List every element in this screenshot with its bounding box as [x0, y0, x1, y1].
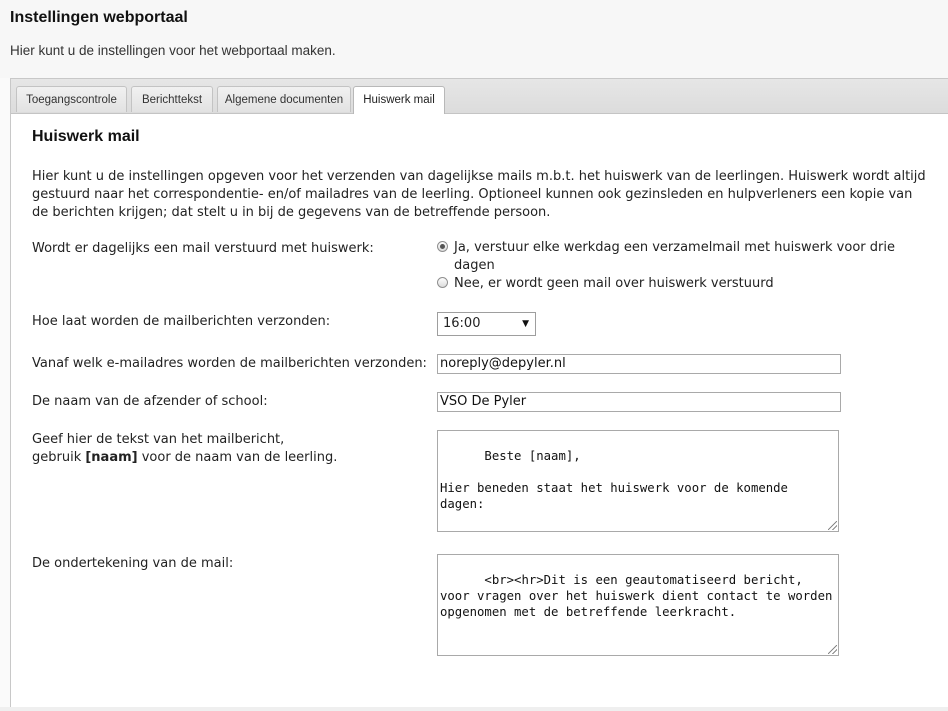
- daily-mail-radio-group: [437, 239, 917, 293]
- radio-no-label[interactable]: Nee, er wordt geen mail over huiswerk verstuurd: [454, 276, 774, 291]
- page-title: Instellingen webportaal: [10, 9, 188, 26]
- mail-text-label-placeholder: [naam]: [85, 450, 138, 465]
- bottom-edge: [0, 707, 948, 711]
- send-time-value: 16:00: [443, 316, 481, 331]
- daily-mail-label: Wordt er dagelijks een mail verstuurd met huiswerk:: [32, 241, 374, 256]
- resize-grip-icon[interactable]: [828, 521, 837, 530]
- sender-name-label: De naam van de afzender of school:: [32, 394, 268, 409]
- mail-text-label: [32, 431, 337, 467]
- radio-option-no[interactable]: [437, 275, 917, 293]
- tab-berichttekst[interactable]: Berichttekst: [131, 86, 213, 112]
- radio-yes[interactable]: [437, 241, 448, 252]
- tab-huiswerk-mail[interactable]: Huiswerk mail: [353, 86, 445, 114]
- page-header: [0, 0, 948, 78]
- tab-content: [11, 114, 948, 711]
- resize-grip-icon[interactable]: [828, 645, 837, 654]
- radio-no[interactable]: [437, 277, 448, 288]
- send-time-select[interactable]: [437, 312, 536, 336]
- signature-value: <br><hr>Dit is een geautomatiseerd bericht, voor vragen over het huiswerk dient contact te worden opgenomen met de betreffende leerkracht.: [440, 573, 840, 619]
- mail-text-label-line1: Geef hier de tekst van het mailbericht,: [32, 432, 285, 447]
- radio-option-yes[interactable]: [437, 239, 917, 275]
- sender-name-input[interactable]: VSO De Pyler: [437, 392, 841, 412]
- tab-algemene-documenten[interactable]: Algemene documenten: [217, 86, 351, 112]
- signature-label: De ondertekening van de mail:: [32, 556, 234, 571]
- tab-bar: [11, 79, 948, 114]
- radio-yes-label[interactable]: Ja, verstuur elke werkdag een verzamelmail met huiswerk voor drie dagen: [454, 240, 895, 273]
- section-title: Huiswerk mail: [32, 128, 140, 145]
- intro-text: Hier kunt u de instellingen opgeven voor het verzenden van dagelijkse mails m.b.t. het huiswerk van de leerlingen. Huiswerk wordt altijd gestuurd naar het correspondentie- en/of mailadres van de leerling. Optioneel kunnen ook gezinsleden en hulpverleners een kopie van de berichten krijgen; dat stelt u in bij de gegevens van de betreffende persoon.: [32, 169, 926, 220]
- settings-panel: [10, 78, 948, 711]
- mail-text-textarea[interactable]: [437, 430, 839, 532]
- mail-text-label-post: voor de naam van de leerling.: [137, 450, 338, 465]
- tab-toegangscontrole[interactable]: Toegangscontrole: [16, 86, 127, 112]
- mail-text-label-pre: gebruik: [32, 450, 86, 465]
- from-address-input[interactable]: noreply@depyler.nl: [437, 354, 841, 374]
- signature-textarea[interactable]: [437, 554, 839, 656]
- page-subtitle: Hier kunt u de instellingen voor het webportaal maken.: [10, 43, 336, 58]
- from-address-label: Vanaf welk e-mailadres worden de mailberichten verzonden:: [32, 356, 427, 371]
- send-time-label: Hoe laat worden de mailberichten verzonden:: [32, 314, 331, 329]
- mail-text-value: Beste [naam], Hier beneden staat het huiswerk voor de komende dagen:: [440, 449, 788, 511]
- chevron-down-icon: ▼: [522, 319, 529, 329]
